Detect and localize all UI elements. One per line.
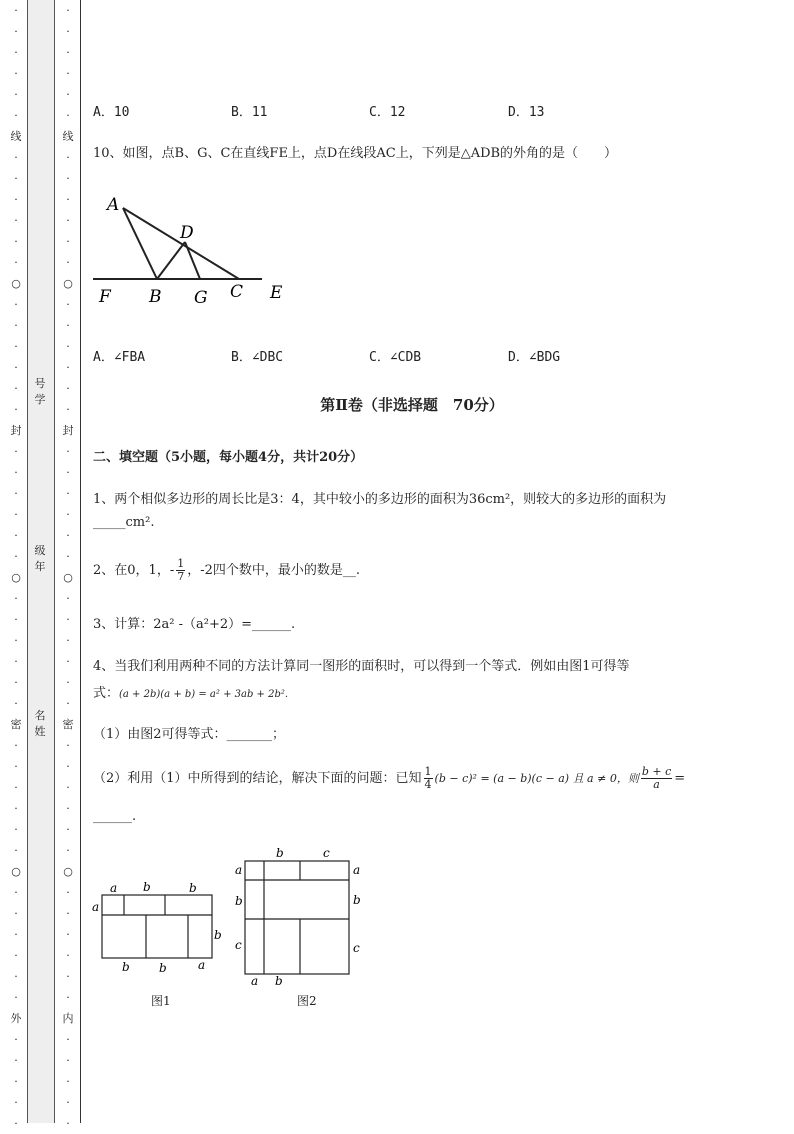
fig1-bottom-1: b bbox=[122, 960, 130, 974]
fig2-right-c: c bbox=[353, 941, 360, 955]
q2-before: 2、在0，1，- bbox=[93, 563, 175, 578]
right-circle-2: ○ bbox=[63, 571, 73, 584]
left-dot-column: · · · · · · 线 · · · · · · ○ · · · · · · 封 · · · · · · ○ · · · · · · 密 · · · · · · ○ · · · · · · 外 · · · · · bbox=[10, 4, 22, 1130]
label-b: B bbox=[149, 287, 162, 307]
fig2-bottom-a: a bbox=[251, 974, 259, 988]
fig2-caption: 图2 bbox=[297, 994, 317, 1008]
q10-option-c: C．∠CDB bbox=[369, 350, 422, 365]
fig2-top-b: b bbox=[276, 846, 284, 860]
q1-line2: _____cm². bbox=[93, 515, 155, 530]
q4-sub2-end: = bbox=[674, 771, 686, 786]
right-margin-label-4: 内 bbox=[62, 1012, 74, 1025]
right-dot-column: · · · · · · 线 · · · · · · ○ · · · · · · 封 · · · · · · ○ · · · · · · 密 · · · · · · ○ · · · · · · 内 · · · · · bbox=[62, 4, 74, 1130]
fig2-right-b: b bbox=[353, 893, 361, 907]
fig1-left: a bbox=[92, 900, 100, 914]
q4-line2-prefix: 式： bbox=[93, 686, 120, 701]
fig1-top-3: b bbox=[189, 881, 197, 895]
q4-line2 bbox=[93, 682, 288, 701]
section2-heading: 二、填空题（5小题，每小题4分，共计20分） bbox=[93, 450, 364, 465]
fig2-left-b: b bbox=[235, 894, 243, 908]
fig2-top-c: c bbox=[323, 846, 330, 860]
q3-text: 3、计算：2a² -（a²+2）=______. bbox=[93, 617, 296, 632]
q4-sub2 bbox=[93, 763, 685, 795]
left-margin-label-4: 外 bbox=[10, 1012, 22, 1025]
band-label-student-id: 号 学 bbox=[34, 377, 46, 406]
fig1-top-1: a bbox=[110, 881, 118, 895]
q9-option-a: A．10 bbox=[93, 105, 130, 120]
fig1-bottom-2: b bbox=[159, 961, 167, 975]
fig2-left-c: c bbox=[235, 938, 242, 952]
fig2-outer bbox=[245, 861, 349, 974]
right-margin-label-1: 线 bbox=[62, 130, 74, 143]
left-margin-label-1: 线 bbox=[10, 130, 22, 143]
left-circle-2: ○ bbox=[11, 571, 21, 584]
q4-sub2-mid: (b − c)² = (a − b)(c − a) 且 a ≠ 0，则 bbox=[434, 772, 639, 785]
label-a: A bbox=[107, 195, 120, 215]
q4-line1: 4、当我们利用两种不同的方法计算同一图形的面积时，可以得到一个等式．例如由图1可得等 bbox=[93, 659, 630, 674]
q10-figure bbox=[90, 190, 300, 310]
fig1-outer bbox=[102, 895, 212, 958]
q10-option-d: D．∠BDG bbox=[508, 350, 561, 365]
q9-option-b: B．11 bbox=[231, 105, 268, 120]
segment-dg bbox=[185, 242, 200, 279]
q2-fraction: $\frac{1}{7}$ bbox=[177, 557, 185, 583]
band-label-name: 名 姓 bbox=[34, 709, 46, 738]
margin-border-line bbox=[80, 0, 81, 1123]
figure-2 bbox=[232, 842, 372, 992]
q10-text: 10、如图，点B、G、C在直线FE上，点D在线段AC上，下列是△ADB的外角的是（ ） bbox=[93, 146, 618, 161]
q4-sub2-line2: ______. bbox=[93, 809, 137, 824]
q4-formula: (a + 2b)(a + b) = a² + 3ab + 2b². bbox=[119, 689, 289, 700]
label-e: E bbox=[270, 283, 283, 303]
fig2-bottom-b: b bbox=[275, 974, 283, 988]
label-f: F bbox=[99, 287, 111, 307]
right-margin-label-2: 封 bbox=[62, 424, 74, 437]
q10-option-a: A．∠FBA bbox=[93, 350, 146, 365]
fig2-right-a: a bbox=[353, 863, 361, 877]
q2-after: ，-2四个数中，最小的数是__. bbox=[187, 563, 361, 578]
q9-option-c: C．12 bbox=[369, 105, 406, 120]
right-margin-label-3: 密 bbox=[62, 718, 74, 731]
q9-option-d: D．13 bbox=[508, 105, 545, 120]
q4-sub2-before: （2）利用（1）中所得到的结论，解决下面的问题：已知 bbox=[93, 771, 422, 786]
fig2-left-a: a bbox=[235, 863, 243, 877]
fig1-top-2: b bbox=[143, 880, 151, 894]
fig1-caption: 图1 bbox=[151, 994, 171, 1008]
q10-option-b: B．∠DBC bbox=[231, 350, 284, 365]
right-circle-1: ○ bbox=[63, 277, 73, 290]
right-circle-3: ○ bbox=[63, 865, 73, 878]
q4-sub2-fraction2: $\frac{b + c}{a}$ bbox=[641, 765, 672, 791]
q1-line1: 1、两个相似多边形的周长比是3：4，其中较小的多边形的面积为36cm²，则较大的多边形的面积为 bbox=[93, 492, 667, 507]
q4-sub1: （1）由图2可得等式：_______； bbox=[93, 727, 286, 742]
fig1-right: b bbox=[214, 928, 222, 942]
label-g: G bbox=[194, 288, 208, 308]
left-margin-label-3: 密 bbox=[10, 718, 22, 731]
band-label-grade: 级 年 bbox=[34, 544, 46, 573]
left-circle-1: ○ bbox=[11, 277, 21, 290]
segment-db bbox=[157, 242, 185, 279]
left-margin-label-2: 封 bbox=[10, 424, 22, 437]
q4-sub2-fraction: $\frac{1}{4}$ bbox=[424, 765, 432, 791]
fig1-bottom-3: a bbox=[198, 958, 206, 972]
part2-title: 第Ⅱ卷（非选择题 70分） bbox=[320, 396, 504, 414]
figure-1 bbox=[90, 878, 220, 978]
q2-line bbox=[93, 556, 360, 586]
label-c: C bbox=[230, 282, 244, 302]
left-circle-3: ○ bbox=[11, 865, 21, 878]
label-d: D bbox=[180, 223, 194, 243]
